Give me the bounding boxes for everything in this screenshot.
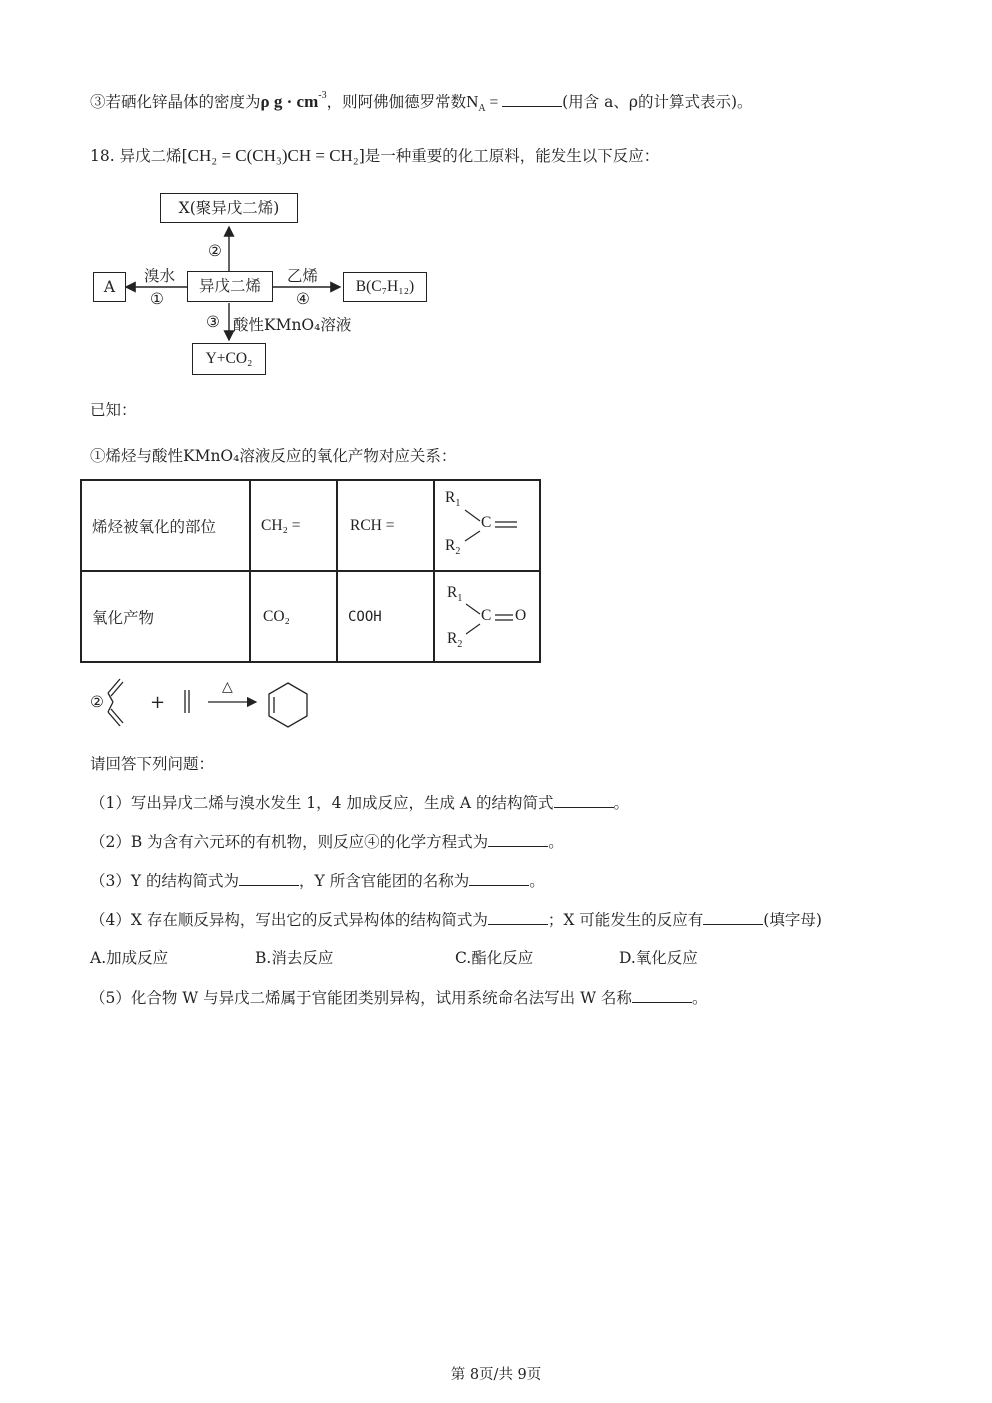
answer-blank-q4b[interactable] xyxy=(703,910,763,925)
r2-symbol: $R_2$ xyxy=(445,537,461,558)
q18-title-post: ]是一种重要的化工原料，能发生以下反应： xyxy=(358,147,660,165)
known-item1: ①烯烃与酸性KMnO₄溶液反应的氧化产物对应关系： xyxy=(90,447,457,465)
table-row1-c1: CH₂ = xyxy=(250,480,337,571)
question-5-end: 。 xyxy=(691,989,708,1007)
density-exponent: -3 xyxy=(318,89,327,101)
known-heading: 已知： xyxy=(90,401,137,419)
table-row2-head: 氧化产物 xyxy=(81,571,250,662)
question-3 xyxy=(90,869,545,891)
isoprene-formula: CH₂ = C(CH₃)CH = CH₂ xyxy=(187,146,359,165)
table-row1-ketone-site xyxy=(434,480,540,571)
question-1 xyxy=(90,791,629,813)
question-2-text: （2）B 为含有六元环的有机物，则反应④的化学方程式为 xyxy=(90,833,489,851)
option-a: A.加成反应 xyxy=(90,949,169,967)
oxidation-table xyxy=(80,479,541,663)
product-y-box: Y+CO₂ xyxy=(192,343,266,375)
answer-blank-q2[interactable] xyxy=(488,832,548,847)
r2-symbol: $R_2$ xyxy=(447,630,463,651)
question-4-end: (填字母) xyxy=(763,911,822,929)
option-d: D.氧化反应 xyxy=(619,949,698,967)
step3-number: ③ xyxy=(206,313,220,331)
structure-bonds xyxy=(435,572,539,661)
answer-blank-q3a[interactable] xyxy=(239,871,299,886)
question-3-end: 。 xyxy=(529,872,545,890)
table-row2-ketone xyxy=(434,571,540,662)
q17-prefix: ③若硒化锌晶体的密度为 xyxy=(90,93,261,111)
isoprene-box: 异戊二烯 xyxy=(187,271,273,302)
product-a-box: A xyxy=(93,272,126,302)
step4-reagent: 乙烯 xyxy=(287,267,319,285)
heat-symbol: △ xyxy=(222,679,233,695)
density-unit: ρ g · cm xyxy=(260,92,319,111)
plus-sign: + xyxy=(150,692,166,713)
table-row1-head: 烯烃被氧化的部位 xyxy=(81,480,250,571)
avogadro-sub: A xyxy=(478,103,486,115)
step3-reagent: 酸性KMnO₄溶液 xyxy=(233,316,352,334)
avogadro-symbol: N xyxy=(466,92,479,111)
table-row2-c2: COOH xyxy=(337,571,434,662)
q17-suffix: (用含 a、ρ的计算式表示)。 xyxy=(562,93,753,111)
product-x-box: X(聚异戊二烯) xyxy=(160,193,298,223)
page-footer: 第 8页/共 9页 xyxy=(450,1367,542,1383)
q18-title-pre: 异戊二烯[ xyxy=(119,147,188,165)
answer-blank-q5[interactable] xyxy=(632,988,692,1003)
step2-number: ② xyxy=(208,242,222,260)
questions-prompt: 请回答下列问题： xyxy=(90,755,215,773)
answer-blank-q1[interactable] xyxy=(554,793,614,808)
r1r2c-o-structure xyxy=(435,572,539,661)
question-2-end: 。 xyxy=(548,833,564,851)
known-item2-number: ② xyxy=(90,693,104,711)
diels-alder-drawing xyxy=(0,675,992,735)
equals-sign: = xyxy=(485,94,503,111)
q17-mid: ，则阿佛伽德罗常数 xyxy=(326,93,467,111)
table-row xyxy=(81,480,540,571)
question-3-text-b: ，Y 所含官能团的名称为 xyxy=(299,872,470,890)
question-3-text-a: （3）Y 的结构简式为 xyxy=(90,872,240,890)
r1r2c-double-structure xyxy=(435,481,539,570)
carbon-symbol: C xyxy=(481,514,492,531)
step4-number: ④ xyxy=(296,290,310,308)
product-b-box: B(C₇H₁₂) xyxy=(343,272,427,302)
option-c: C.酯化反应 xyxy=(455,949,534,967)
question-5 xyxy=(90,986,707,1008)
answer-blank-q4a[interactable] xyxy=(488,910,548,925)
question-5-text: （5）化合物 W 与异戊二烯属于官能团类别异构，试用系统命名法写出 W 名称 xyxy=(90,989,632,1007)
r1-symbol: $R_1$ xyxy=(445,489,461,510)
structure-bonds xyxy=(435,481,539,570)
question-4-text-b: ；X 可能发生的反应有 xyxy=(547,911,704,929)
step1-reagent: 溴水 xyxy=(144,267,176,285)
question-1-text: （1）写出异戊二烯与溴水发生 1，4 加成反应，生成 A 的结构简式 xyxy=(90,794,554,812)
question-1-end: 。 xyxy=(613,794,630,812)
table-row xyxy=(81,571,540,662)
r1-symbol: $R_1$ xyxy=(447,584,463,605)
table-row2-c1: CO₂ xyxy=(250,571,337,662)
table-row1-c2: RCH = xyxy=(337,480,434,571)
question-4-text-a: （4）X 存在顺反异构，写出它的反式异构体的结构简式为 xyxy=(90,911,488,929)
q18-number: 18. xyxy=(90,147,115,165)
answer-blank-q3b[interactable] xyxy=(469,871,529,886)
question-4 xyxy=(90,908,822,930)
carbon-symbol: C xyxy=(481,607,492,624)
oxygen-symbol: O xyxy=(515,607,527,624)
option-b: B.消去反应 xyxy=(255,949,334,967)
step1-number: ① xyxy=(150,290,164,308)
scheme-arrows xyxy=(0,0,992,400)
question-2 xyxy=(90,830,564,852)
